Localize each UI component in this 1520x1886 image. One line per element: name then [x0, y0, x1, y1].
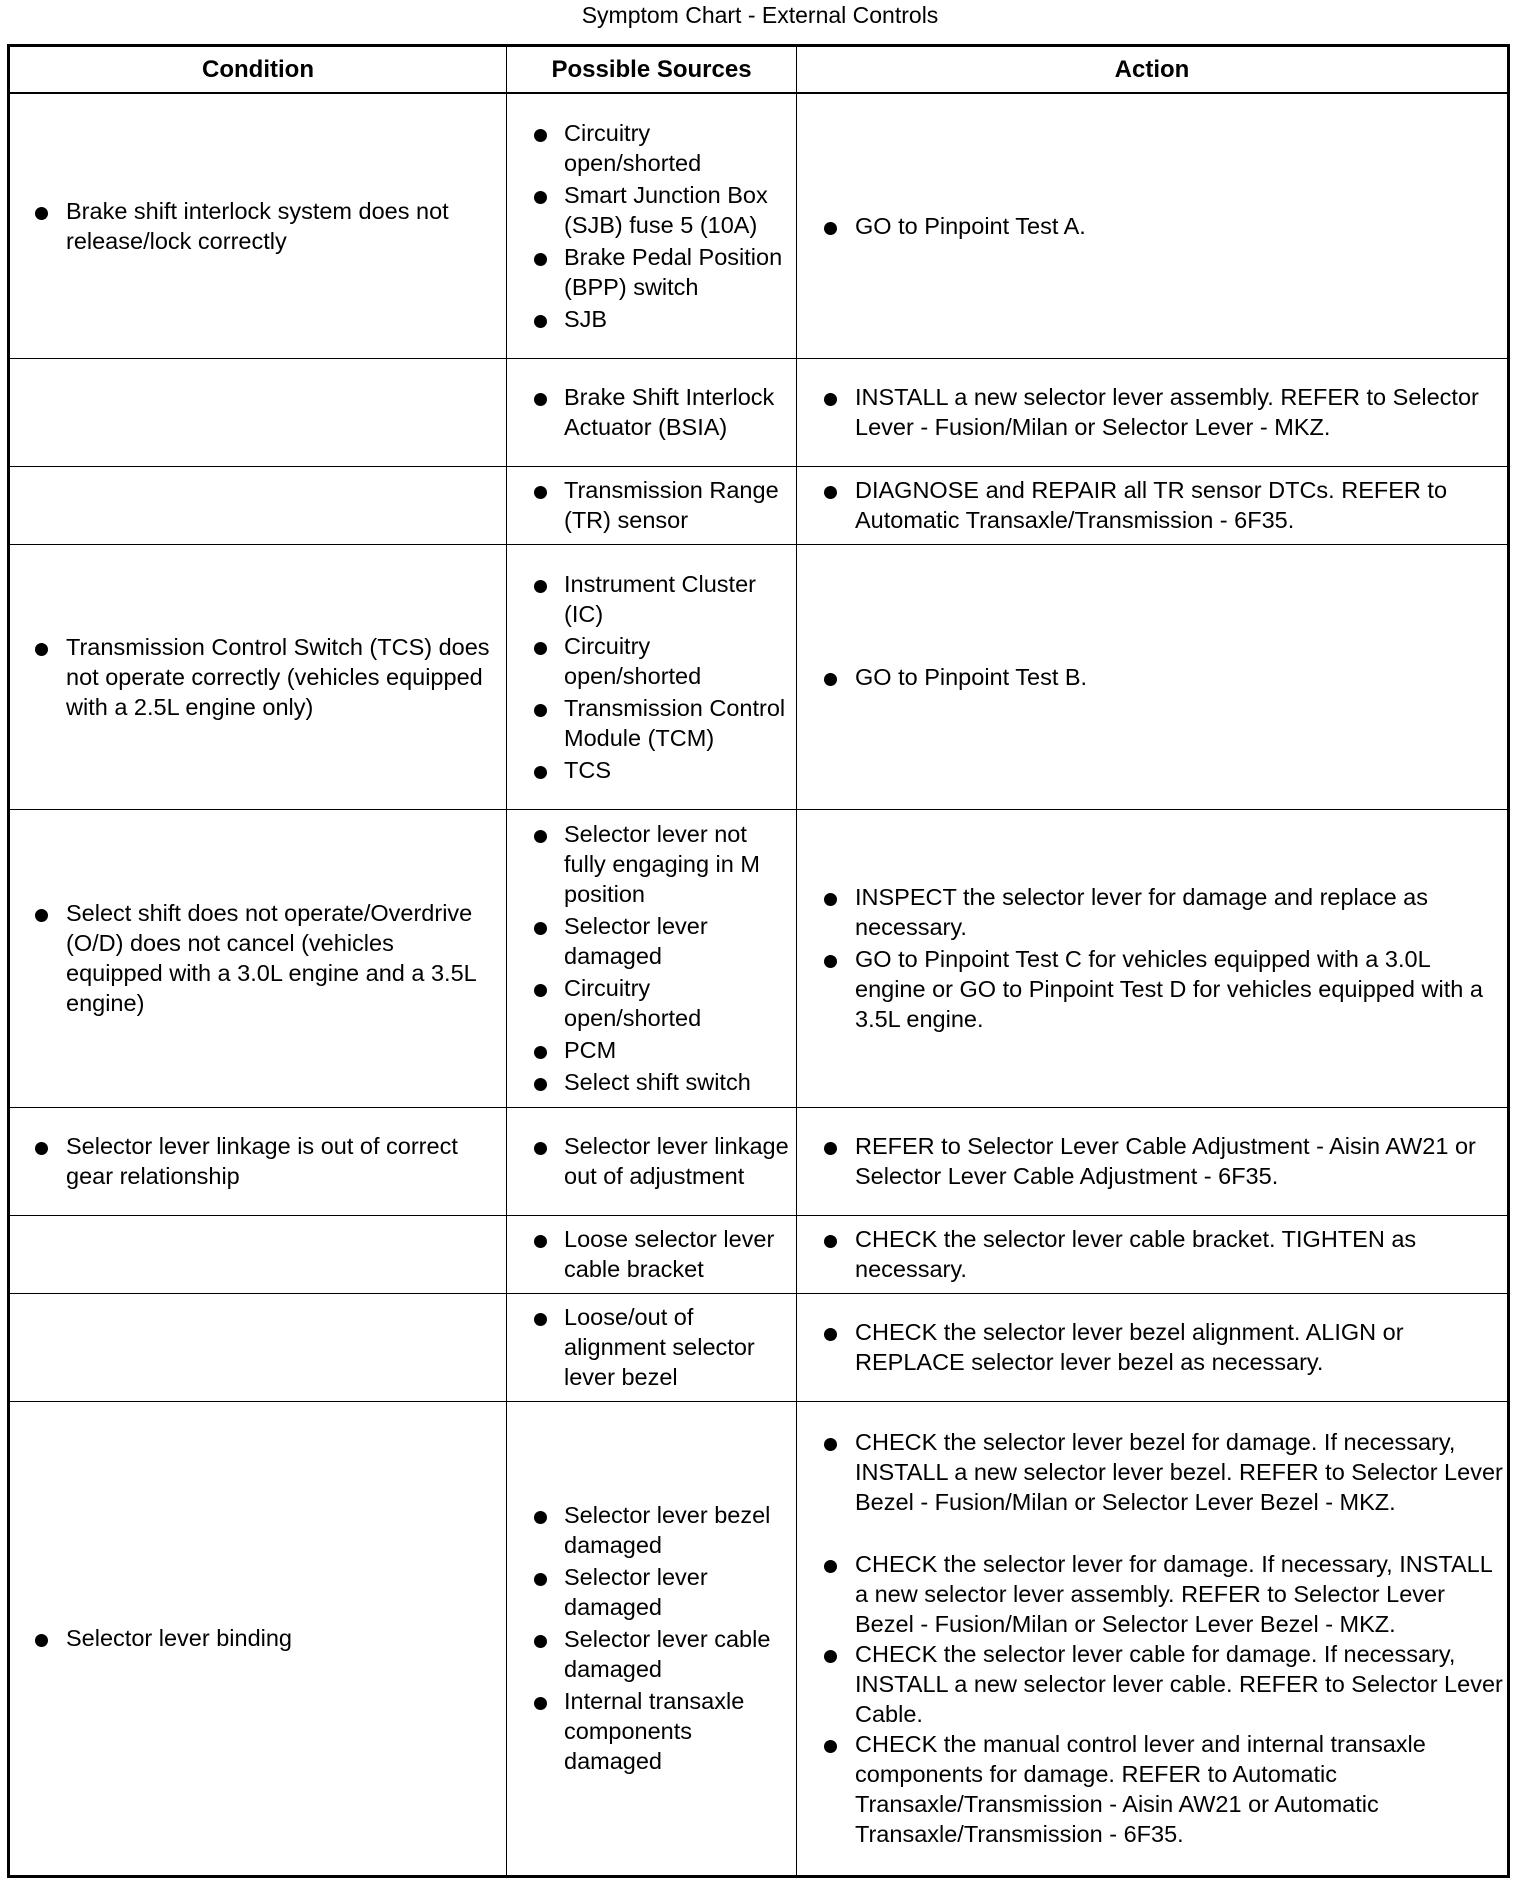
source-item: Brake Shift Interlock Actuator (BSIA) [507, 382, 796, 442]
source-item: Transmission Control Module (TCM) [507, 693, 796, 753]
source-item: Select shift switch [507, 1067, 796, 1097]
source-item: Selector lever not fully engaging in M position [507, 819, 796, 909]
action-item: CHECK the manual control lever and internal transaxle components for damage. REFER to Automatic Transaxle/Transmission - Aisin AW21 or Automatic Transaxle/Transmission - 6F35. [797, 1729, 1507, 1849]
header-possible-sources: Possible Sources [507, 46, 797, 94]
action-cell [797, 466, 1509, 544]
source-item: Internal transaxle components damaged [507, 1686, 796, 1776]
table-row [9, 1401, 1509, 1876]
source-item: SJB [507, 304, 796, 334]
sources-cell [507, 809, 797, 1107]
table-row [9, 93, 1509, 358]
condition-cell [9, 93, 507, 358]
action-cell [797, 1401, 1509, 1876]
source-item: Brake Pedal Position (BPP) switch [507, 242, 796, 302]
action-cell [797, 1107, 1509, 1215]
source-item: Selector lever cable damaged [507, 1624, 796, 1684]
action-cell [797, 358, 1509, 466]
source-item: Loose selector lever cable bracket [507, 1224, 796, 1284]
table-row [9, 809, 1509, 1107]
action-cell [797, 544, 1509, 809]
header-condition: Condition [9, 46, 507, 94]
header-row [9, 46, 1509, 94]
source-item: Circuitry open/shorted [507, 631, 796, 691]
source-item: Circuitry open/shorted [507, 973, 796, 1033]
source-item: Selector lever damaged [507, 1562, 796, 1622]
action-item: CHECK the selector lever cable bracket. TIGHTEN as necessary. [797, 1224, 1507, 1284]
source-item: TCS [507, 755, 796, 785]
condition-cell [9, 358, 507, 466]
table-row [9, 358, 1509, 466]
action-item: CHECK the selector lever bezel for damage. If necessary, INSTALL a new selector lever bezel. REFER to Selector Lever Bezel - Fusion/Milan or Selector Lever Bezel - MKZ. [797, 1427, 1507, 1517]
source-item: Transmission Range (TR) sensor [507, 475, 796, 535]
sources-cell [507, 1107, 797, 1215]
action-cell [797, 93, 1509, 358]
sources-cell [507, 1293, 797, 1401]
source-item: Circuitry open/shorted [507, 118, 796, 178]
condition-item: Selector lever linkage is out of correct gear relationship [10, 1131, 506, 1191]
page-title: Symptom Chart - External Controls [581, 2, 939, 28]
action-item: GO to Pinpoint Test C for vehicles equipped with a 3.0L engine or GO to Pinpoint Test D for vehicles equipped with a 3.5L engine. [797, 944, 1507, 1034]
sources-cell [507, 544, 797, 809]
source-item: Selector lever linkage out of adjustment [507, 1131, 796, 1191]
action-item: GO to Pinpoint Test A. [797, 211, 1507, 241]
sources-cell [507, 93, 797, 358]
source-item: Selector lever bezel damaged [507, 1500, 796, 1560]
source-item: Loose/out of alignment selector lever bezel [507, 1302, 796, 1392]
table-row [9, 544, 1509, 809]
condition-cell [9, 1107, 507, 1215]
condition-cell [9, 809, 507, 1107]
table-row [9, 466, 1509, 544]
action-item: INSPECT the selector lever for damage and replace as necessary. [797, 882, 1507, 942]
condition-cell [9, 1215, 507, 1293]
action-cell [797, 1293, 1509, 1401]
action-item: INSTALL a new selector lever assembly. REFER to Selector Lever - Fusion/Milan or Selector Lever - MKZ. [797, 382, 1507, 442]
source-item: Smart Junction Box (SJB) fuse 5 (10A) [507, 180, 796, 240]
action-cell [797, 1215, 1509, 1293]
condition-item: Selector lever binding [10, 1623, 506, 1653]
condition-item: Brake shift interlock system does not release/lock correctly [10, 196, 506, 256]
condition-cell [9, 466, 507, 544]
sources-cell [507, 1215, 797, 1293]
action-cell [797, 809, 1509, 1107]
action-item: CHECK the selector lever for damage. If necessary, INSTALL a new selector lever assembly. REFER to Selector Lever Bezel - Fusion/Milan or Selector Lever Bezel - MKZ. [797, 1549, 1507, 1639]
source-item: PCM [507, 1035, 796, 1065]
symptom-chart-table [7, 44, 1510, 1878]
header-action: Action [797, 46, 1509, 94]
action-item: REFER to Selector Lever Cable Adjustment - Aisin AW21 or Selector Lever Cable Adjustment - 6F35. [797, 1131, 1507, 1191]
condition-item: Select shift does not operate/Overdrive (O/D) does not cancel (vehicles equipped with a 3.0L engine and a 3.5L engine) [10, 898, 506, 1018]
source-item: Selector lever damaged [507, 911, 796, 971]
sources-cell [507, 358, 797, 466]
action-item: DIAGNOSE and REPAIR all TR sensor DTCs. REFER to Automatic Transaxle/Transmission - 6F35. [797, 475, 1507, 535]
action-item: CHECK the selector lever bezel alignment. ALIGN or REPLACE selector lever bezel as necessary. [797, 1317, 1507, 1377]
table-row [9, 1107, 1509, 1215]
condition-item: Transmission Control Switch (TCS) does not operate correctly (vehicles equipped with a 2.5L engine only) [10, 632, 506, 722]
sources-cell [507, 466, 797, 544]
action-item: GO to Pinpoint Test B. [797, 662, 1507, 692]
table-row [9, 1293, 1509, 1401]
condition-cell [9, 544, 507, 809]
condition-cell [9, 1293, 507, 1401]
condition-cell [9, 1401, 507, 1876]
table-row [9, 1215, 1509, 1293]
action-item: CHECK the selector lever cable for damage. If necessary, INSTALL a new selector lever cable. REFER to Selector Lever Cable. [797, 1639, 1507, 1729]
source-item: Instrument Cluster (IC) [507, 569, 796, 629]
sources-cell [507, 1401, 797, 1876]
